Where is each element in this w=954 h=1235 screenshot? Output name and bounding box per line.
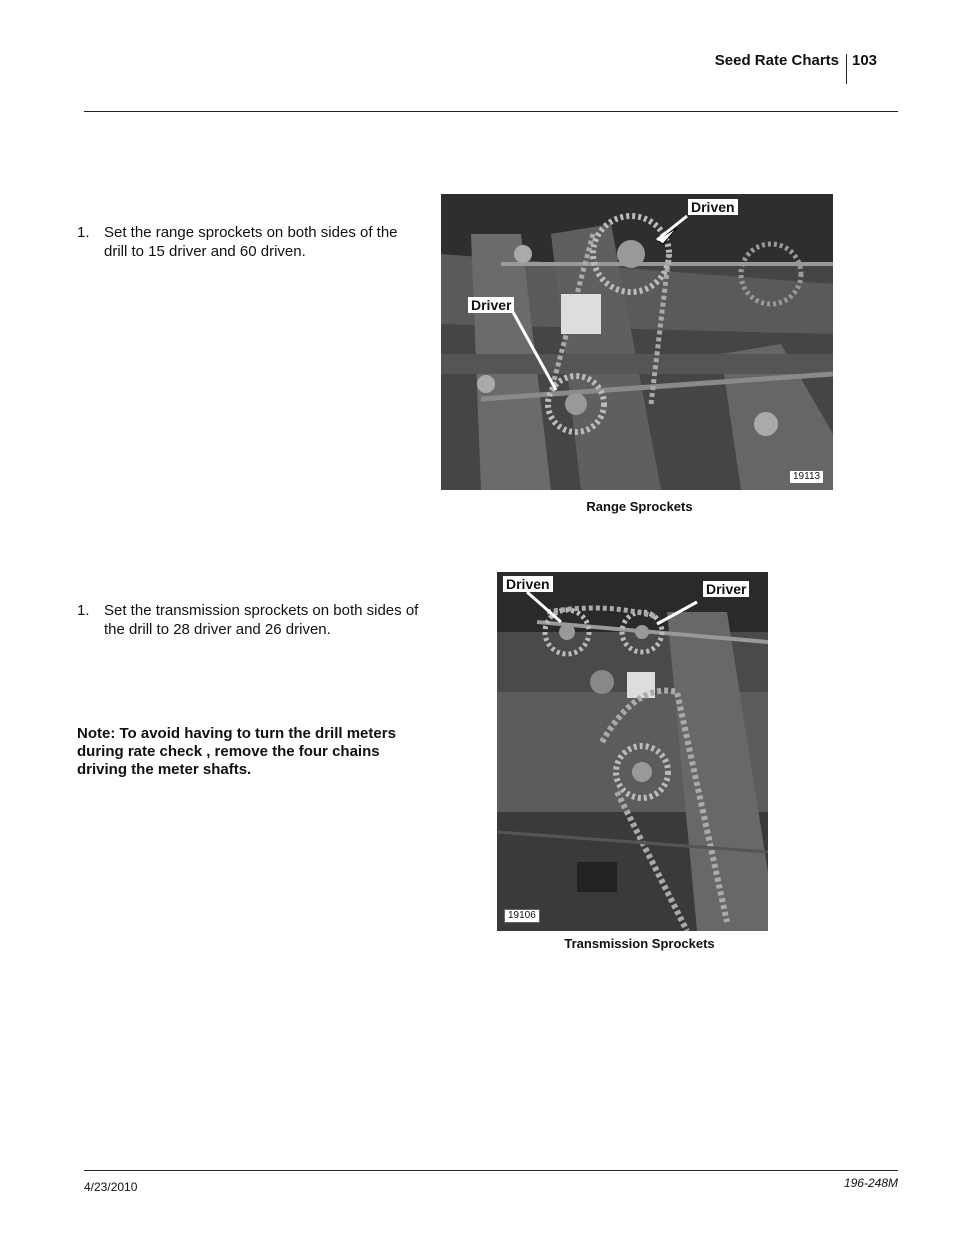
figure-number: 19113 <box>789 470 824 484</box>
header-divider <box>846 54 847 84</box>
figure-caption: Range Sprockets <box>586 499 693 514</box>
step-text: Set the transmission sprockets on both sides of the drill to 28 driver and 26 driven. <box>104 602 419 638</box>
step-text: Set the range sprockets on both sides of the drill to 15 driver and 60 driven. <box>104 224 398 260</box>
step-transmission-sprockets <box>77 601 422 639</box>
footer-date: 4/23/2010 <box>84 1180 138 1194</box>
transmission-sprockets-photo <box>497 572 768 931</box>
figure-number: 19106 <box>504 909 540 923</box>
step-number: 1. <box>77 224 90 241</box>
header-page-number: 103 <box>852 52 878 69</box>
driven-label: Driven <box>688 199 738 215</box>
top-rule <box>84 111 898 112</box>
step-number: 1. <box>77 602 90 619</box>
figure-caption: Transmission Sprockets <box>564 936 715 951</box>
bottom-rule <box>84 1170 898 1171</box>
range-sprockets-photo <box>441 194 833 490</box>
header-section-title: Seed Rate Charts <box>714 52 839 69</box>
driven-label: Driven <box>503 576 553 592</box>
step-range-sprockets <box>77 223 422 261</box>
footer-doc-number: 196-248M <box>843 1176 898 1190</box>
driver-label: Driver <box>703 581 749 597</box>
driver-label: Driver <box>468 297 514 313</box>
note-text: Note: To avoid having to turn the drill meters during rate check , remove the four chains driving the meter shafts. <box>77 725 396 778</box>
